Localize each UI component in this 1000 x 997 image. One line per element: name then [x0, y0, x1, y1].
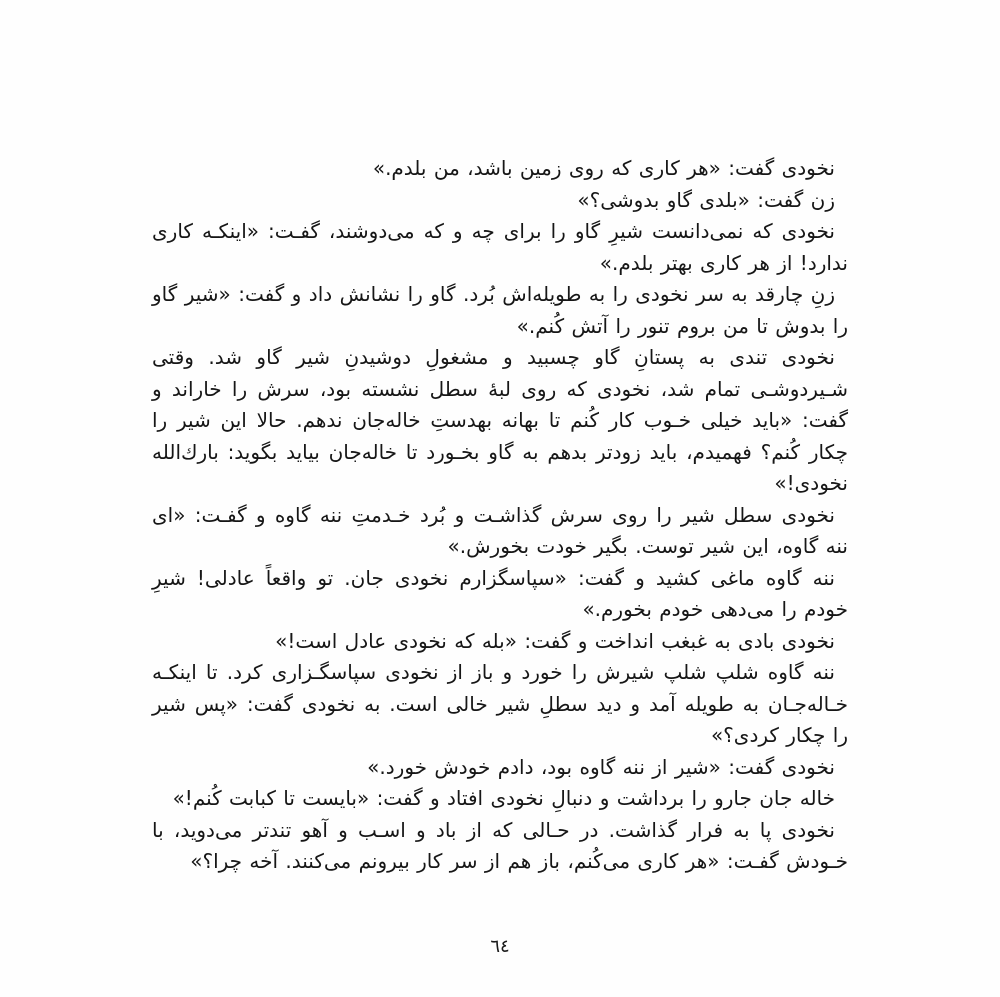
story-text [152, 153, 848, 878]
story-paragraph: زنِ چارقد به سر نخودی را به طویله‌اش بُرد. گاو را نشانش داد و گفت: «شیر گاو را بدوش تا من بروم تنور را آتش کُنم.» [152, 282, 848, 338]
story-paragraph: نخودی سطل شیر را روی سرش گذاشـت و بُرد خـدمتِ ننه گاوه و گفـت: «ای ننه گاوه، این شیر توست. بگیر خودت بخورش.» [152, 502, 848, 558]
story-paragraph: نخودی تندی به پستانِ گاو چسبید و مشغولِ دوشیدنِ شیر گاو شد. وقتی شـیردوشـی تمام شد، نخودی که روی لبهٔ سطل نشسته بود، سرش را خاراند و گفت: «باید خیلی خـوب کار کُنم تا بهانه بهدستِ خاله‌جان ندهم. حالا این شیر را چکار کُنم؟ فهمیدم، باید زودتر بدهم به گاو بخـورد تا خاله‌جان بیاید بگوید: بارك‌الله نخودی!» [152, 345, 848, 495]
story-paragraph: نخودی گفت: «شیر از ننه گاوه بود، دادم خودش خورد.» [367, 754, 835, 779]
story-paragraph: ننه گاوه شلپ شلپ شیرش را خورد و باز از نخودی سپاسگـزاری کرد. تا اینکـه خـاله‌جـان به طویله آمد و دید سطلِ شیر خالی است. به نخودی گفت: «پس شیر را چکار کردی؟» [152, 660, 848, 747]
story-paragraph: زن گفت: «بلدی گاو بدوشی؟» [577, 187, 835, 212]
story-paragraph: ننه گاوه ماغی کشید و گفت: «سپاسگزارم نخودی جان. تو واقعاً عادلی! شیرِ خودم را می‌دهی خودم بخورم.» [152, 565, 848, 621]
story-paragraph: نخودی که نمی‌دانست شیرِ گاو را برای چه و که می‌دوشند، گفـت: «اینکـه کاری ندارد! از هر کاری بهتر بلدم.» [152, 219, 848, 275]
story-paragraph: نخودی پا به فرار گذاشت. در حـالی که از باد و اسـب و آهو تندتر می‌دوید، با خـودش گفـت: «هر کاری می‌کُنم، باز هم از سر کار بیرونم می‌کنند. آخه چرا؟» [152, 817, 848, 873]
page-number: ٦٤ [490, 936, 510, 957]
story-paragraph: نخودی گفت: «هر کاری که روی زمین باشد، من بلدم.» [372, 156, 835, 180]
story-paragraph: نخودی بادی به غبغب انداخت و گفت: «بله که نخودی عادل است!» [275, 628, 835, 653]
story-paragraph: خاله جان جارو را برداشت و دنبالِ نخودی افتاد و گفت: «بایست تا کبابت کُنم!» [172, 786, 835, 810]
